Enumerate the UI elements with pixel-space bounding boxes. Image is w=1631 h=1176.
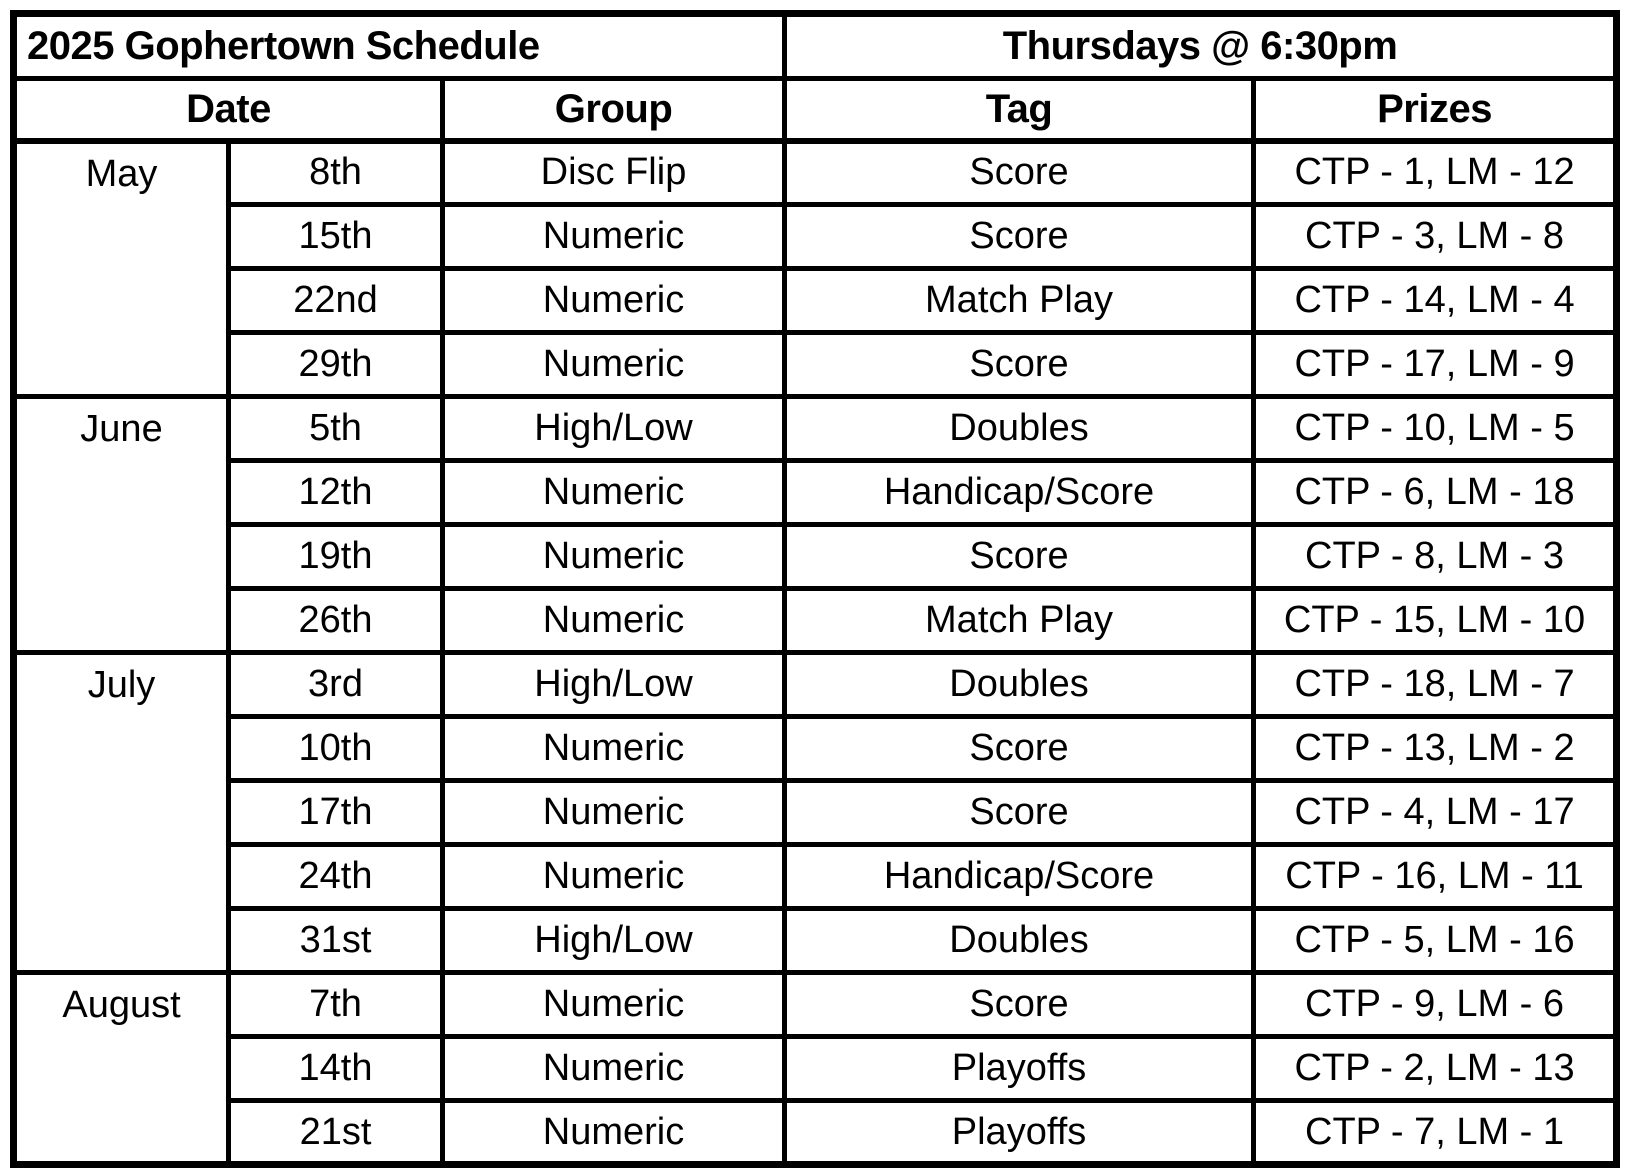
prizes-cell: CTP - 7, LM - 1 bbox=[1254, 1101, 1617, 1165]
table-row bbox=[14, 589, 1617, 653]
table-row bbox=[14, 845, 1617, 909]
tag-cell: Score bbox=[785, 141, 1254, 205]
prizes-cell: CTP - 18, LM - 7 bbox=[1254, 653, 1617, 717]
tag-cell: Handicap/Score bbox=[785, 845, 1254, 909]
prizes-cell: CTP - 6, LM - 18 bbox=[1254, 461, 1617, 525]
day-cell: 31st bbox=[229, 909, 443, 973]
month-cell-august: August bbox=[14, 973, 229, 1165]
tag-cell: Score bbox=[785, 333, 1254, 397]
group-cell: High/Low bbox=[443, 397, 785, 461]
table-row bbox=[14, 269, 1617, 333]
tag-cell: Score bbox=[785, 973, 1254, 1037]
tag-cell: Score bbox=[785, 717, 1254, 781]
month-cell-june: June bbox=[14, 397, 229, 653]
day-cell: 15th bbox=[229, 205, 443, 269]
prizes-cell: CTP - 8, LM - 3 bbox=[1254, 525, 1617, 589]
column-header-tag: Tag bbox=[785, 79, 1254, 141]
tag-cell: Doubles bbox=[785, 909, 1254, 973]
day-cell: 5th bbox=[229, 397, 443, 461]
tag-cell: Playoffs bbox=[785, 1101, 1254, 1165]
tag-cell: Score bbox=[785, 525, 1254, 589]
group-cell: High/Low bbox=[443, 653, 785, 717]
day-cell: 24th bbox=[229, 845, 443, 909]
prizes-cell: CTP - 13, LM - 2 bbox=[1254, 717, 1617, 781]
tag-cell: Match Play bbox=[785, 589, 1254, 653]
table-row bbox=[14, 909, 1617, 973]
day-cell: 21st bbox=[229, 1101, 443, 1165]
group-cell: Numeric bbox=[443, 589, 785, 653]
day-cell: 14th bbox=[229, 1037, 443, 1101]
day-cell: 8th bbox=[229, 141, 443, 205]
table-row bbox=[14, 461, 1617, 525]
day-cell: 7th bbox=[229, 973, 443, 1037]
tag-cell: Match Play bbox=[785, 269, 1254, 333]
table-row bbox=[14, 397, 1617, 461]
tag-cell: Doubles bbox=[785, 397, 1254, 461]
column-header-row bbox=[14, 79, 1617, 141]
prizes-cell: CTP - 16, LM - 11 bbox=[1254, 845, 1617, 909]
day-cell: 22nd bbox=[229, 269, 443, 333]
tag-cell: Score bbox=[785, 781, 1254, 845]
table-row bbox=[14, 717, 1617, 781]
group-cell: Numeric bbox=[443, 333, 785, 397]
prizes-cell: CTP - 3, LM - 8 bbox=[1254, 205, 1617, 269]
table-row bbox=[14, 1037, 1617, 1101]
prizes-cell: CTP - 15, LM - 10 bbox=[1254, 589, 1617, 653]
schedule-table bbox=[10, 10, 1620, 1168]
tag-cell: Handicap/Score bbox=[785, 461, 1254, 525]
table-row bbox=[14, 525, 1617, 589]
day-cell: 29th bbox=[229, 333, 443, 397]
table-row bbox=[14, 973, 1617, 1037]
prizes-cell: CTP - 9, LM - 6 bbox=[1254, 973, 1617, 1037]
group-cell: High/Low bbox=[443, 909, 785, 973]
title-row bbox=[14, 14, 1617, 79]
tag-cell: Score bbox=[785, 205, 1254, 269]
group-cell: Numeric bbox=[443, 205, 785, 269]
table-row bbox=[14, 781, 1617, 845]
group-cell: Disc Flip bbox=[443, 141, 785, 205]
prizes-cell: CTP - 14, LM - 4 bbox=[1254, 269, 1617, 333]
group-cell: Numeric bbox=[443, 781, 785, 845]
column-header-date: Date bbox=[14, 79, 443, 141]
prizes-cell: CTP - 4, LM - 17 bbox=[1254, 781, 1617, 845]
prizes-cell: CTP - 10, LM - 5 bbox=[1254, 397, 1617, 461]
prizes-cell: CTP - 5, LM - 16 bbox=[1254, 909, 1617, 973]
table-row bbox=[14, 141, 1617, 205]
day-cell: 26th bbox=[229, 589, 443, 653]
group-cell: Numeric bbox=[443, 1101, 785, 1165]
day-cell: 3rd bbox=[229, 653, 443, 717]
table-row bbox=[14, 653, 1617, 717]
tag-cell: Playoffs bbox=[785, 1037, 1254, 1101]
day-cell: 10th bbox=[229, 717, 443, 781]
tag-cell: Doubles bbox=[785, 653, 1254, 717]
day-cell: 12th bbox=[229, 461, 443, 525]
column-header-group: Group bbox=[443, 79, 785, 141]
column-header-prizes: Prizes bbox=[1254, 79, 1617, 141]
schedule-time: Thursdays @ 6:30pm bbox=[785, 14, 1617, 79]
table-row bbox=[14, 333, 1617, 397]
day-cell: 17th bbox=[229, 781, 443, 845]
table-row bbox=[14, 1101, 1617, 1165]
month-cell-may: May bbox=[14, 141, 229, 397]
group-cell: Numeric bbox=[443, 525, 785, 589]
day-cell: 19th bbox=[229, 525, 443, 589]
group-cell: Numeric bbox=[443, 269, 785, 333]
group-cell: Numeric bbox=[443, 845, 785, 909]
group-cell: Numeric bbox=[443, 717, 785, 781]
prizes-cell: CTP - 1, LM - 12 bbox=[1254, 141, 1617, 205]
prizes-cell: CTP - 17, LM - 9 bbox=[1254, 333, 1617, 397]
group-cell: Numeric bbox=[443, 973, 785, 1037]
month-cell-july: July bbox=[14, 653, 229, 973]
page-title: 2025 Gophertown Schedule bbox=[14, 14, 785, 79]
table-row bbox=[14, 205, 1617, 269]
group-cell: Numeric bbox=[443, 461, 785, 525]
prizes-cell: CTP - 2, LM - 13 bbox=[1254, 1037, 1617, 1101]
group-cell: Numeric bbox=[443, 1037, 785, 1101]
